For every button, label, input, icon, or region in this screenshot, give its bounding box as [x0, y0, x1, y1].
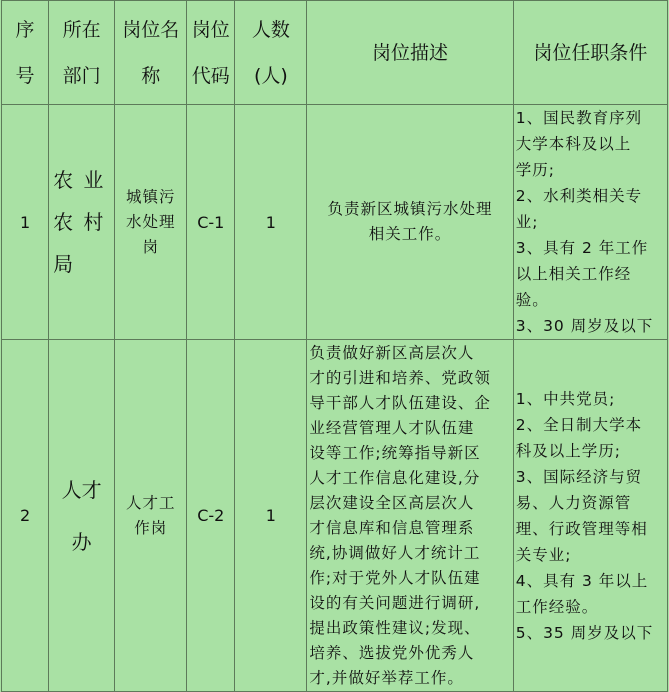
header-post-code: 岗位 代码	[187, 1, 235, 105]
header-post-name: 岗位名 称	[115, 1, 187, 105]
recruitment-table	[1, 0, 668, 692]
table-row	[2, 105, 668, 340]
row-req: 1、中共党员; 2、全日制大学本 科及以上学历; 3、国际经济与贸 易、人力资源管 理、行政管理等相 关专业; 4、具有 3 年以上 工作经验。 5、35 周岁及以下	[513, 340, 667, 692]
header-row	[2, 1, 668, 105]
header-seq: 序 号	[2, 1, 49, 105]
header-desc: 岗位描述	[307, 1, 513, 105]
row-desc: 负责做好新区高层次人 才的引进和培养、党政领 导干部人才队伍建设、企 业经营管理人才队伍建 设等工作;统筹指导新区 人才工作信息化建设,分 层次建设全区高层次人 才信息库和信息管理系 统,协调做好人才统计工 作;对于党外人才队伍建 设的有关问题进行调研, 提出政策性建议;发现、 培养、选拔党外优秀人 才,并做好举荐工作。	[307, 340, 513, 692]
row-dept: 农 业 农 村 局	[49, 105, 115, 340]
row-req: 1、国民教育序列 大学本科及以上 学历; 2、水利类相关专 业; 3、具有 2 年工作 以上相关工作经 验。 3、30 周岁及以下	[513, 105, 667, 340]
row-seq: 1	[2, 105, 49, 340]
row-post-name: 人才工 作岗	[115, 340, 187, 692]
row-count: 1	[235, 105, 307, 340]
row-post-name: 城镇污 水处理 岗	[115, 105, 187, 340]
row-post-code: C-1	[187, 105, 235, 340]
row-post-code: C-2	[187, 340, 235, 692]
row-count: 1	[235, 340, 307, 692]
header-req: 岗位任职条件	[513, 1, 667, 105]
header-count: 人数 (人)	[235, 1, 307, 105]
row-seq: 2	[2, 340, 49, 692]
table-row	[2, 340, 668, 692]
header-dept: 所在 部门	[49, 1, 115, 105]
row-dept: 人才 办	[49, 340, 115, 692]
row-desc: 负责新区城镇污水处理 相关工作。	[307, 105, 513, 340]
